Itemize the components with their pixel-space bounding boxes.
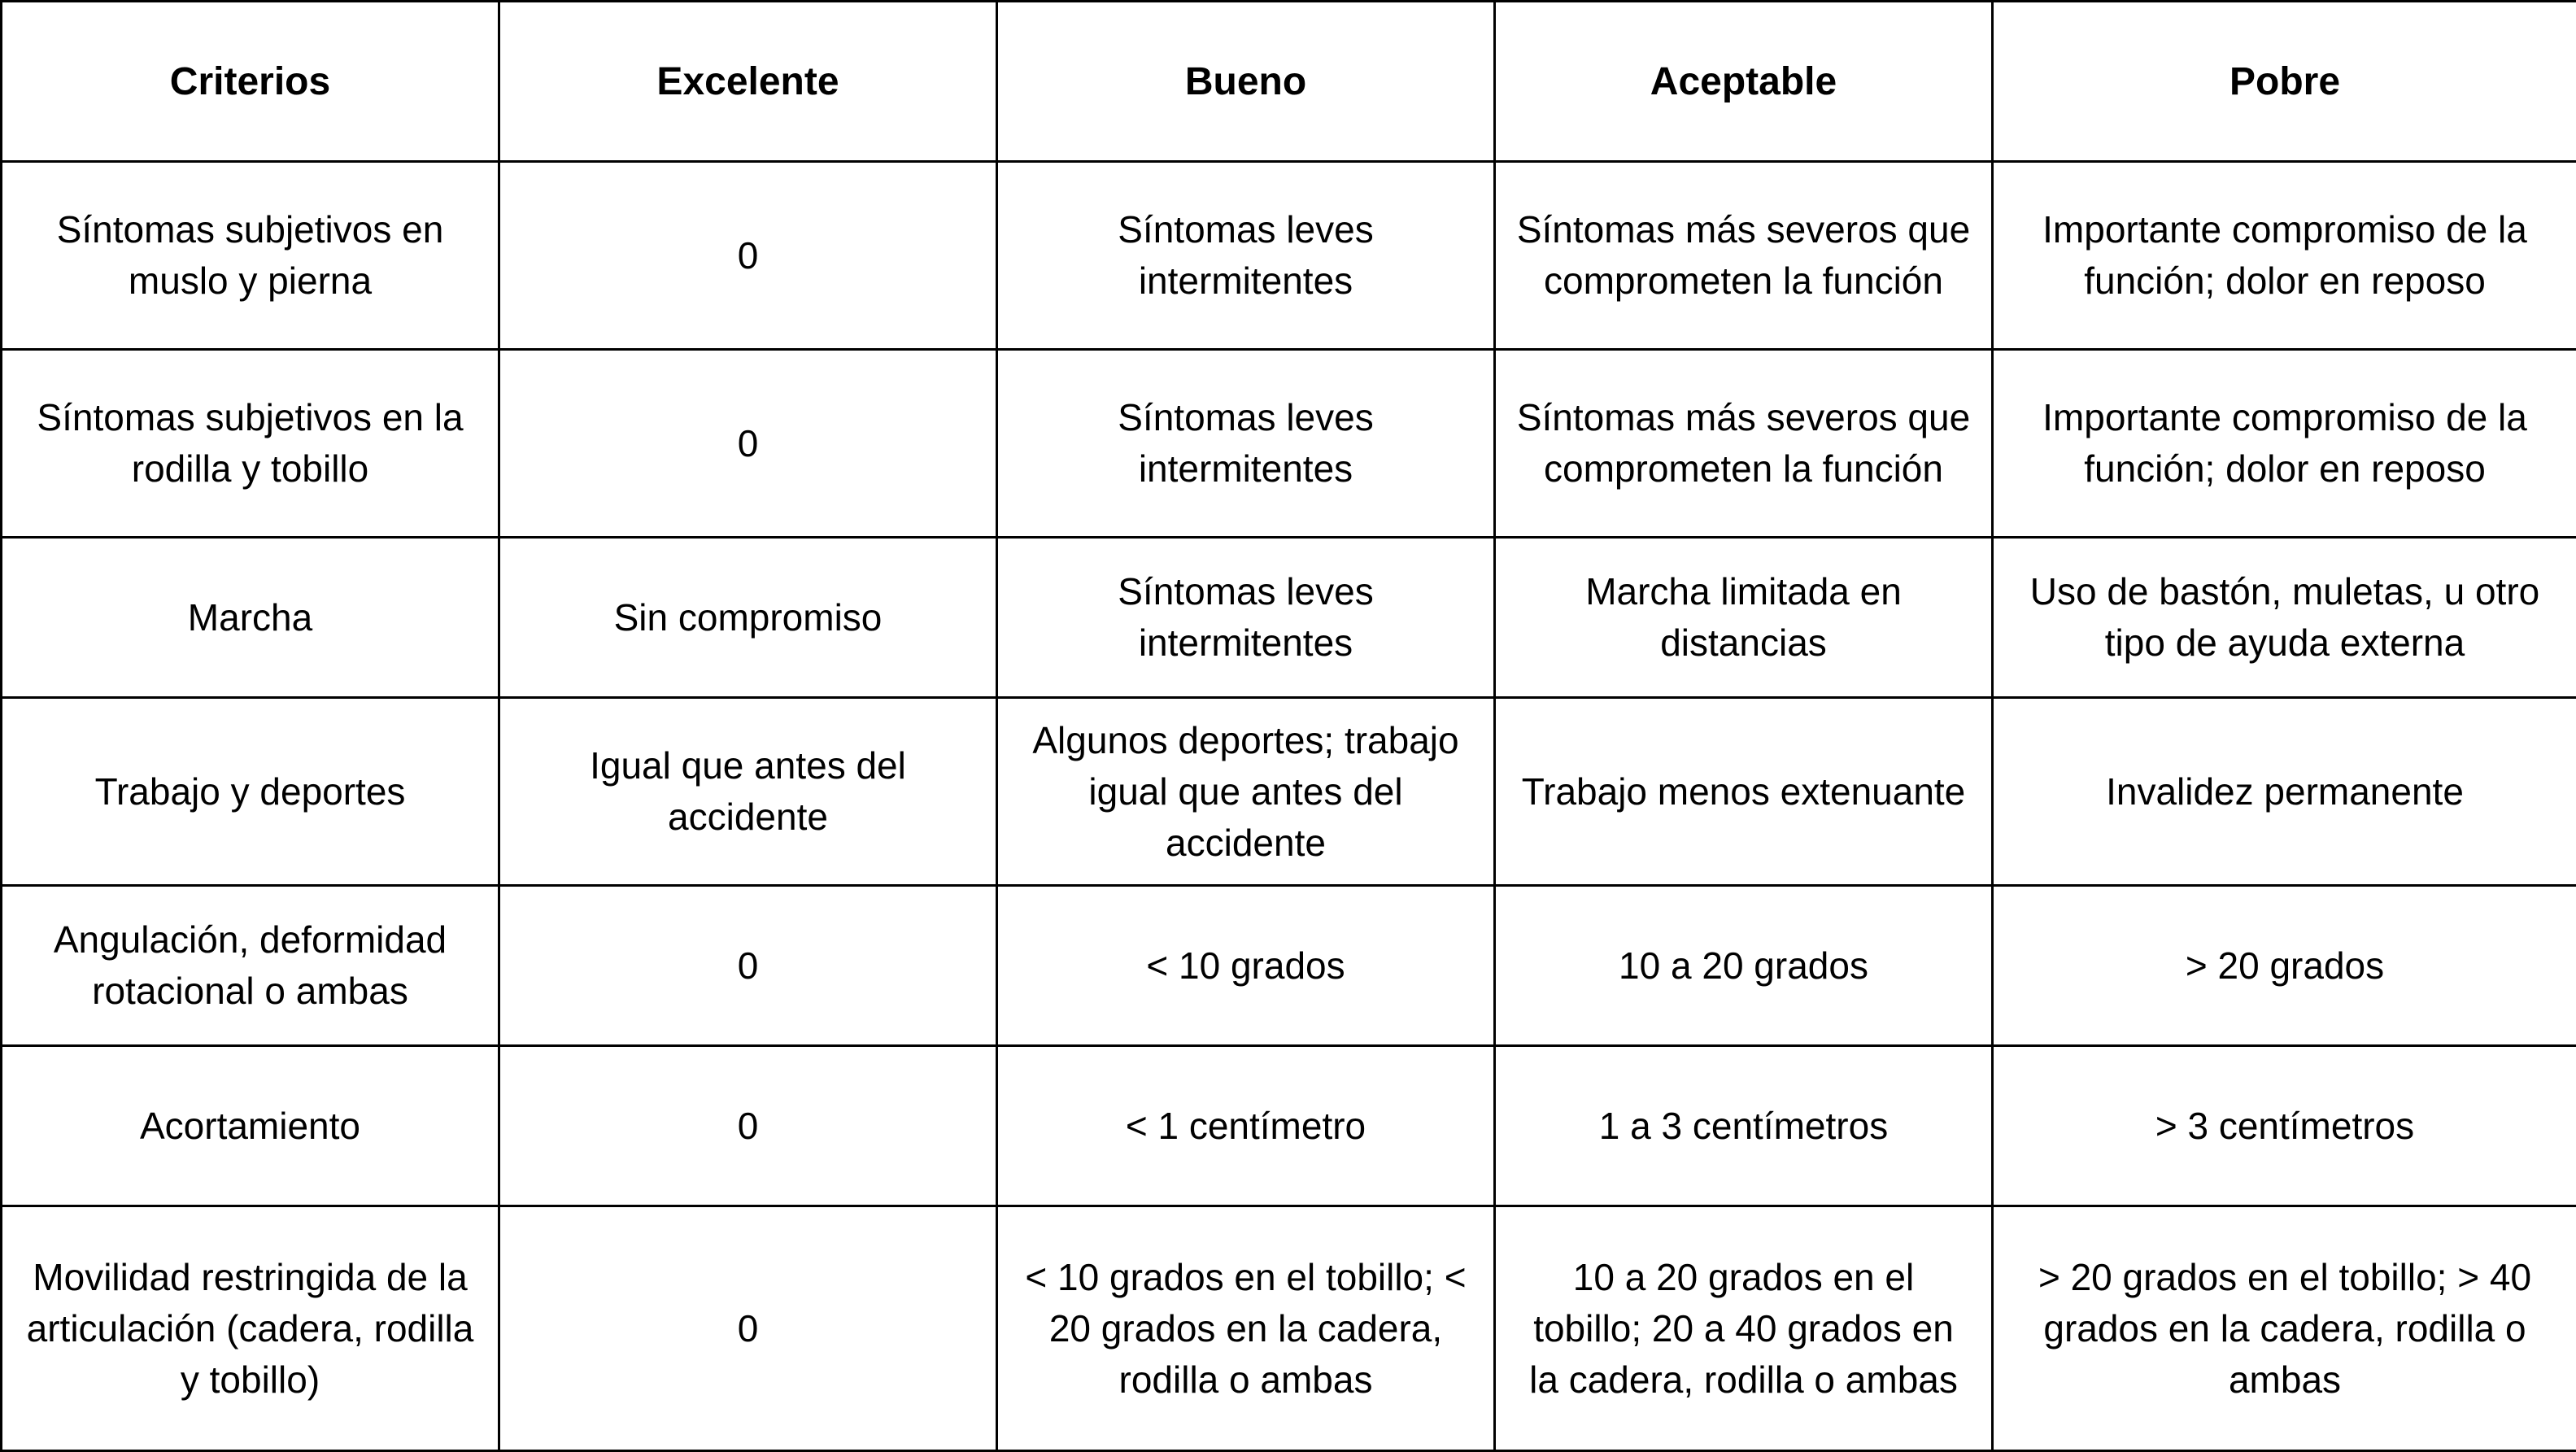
- cell-excelente: 0: [499, 886, 997, 1046]
- cell-bueno: < 10 grados en el tobillo; < 20 grados en la cadera, rodilla o ambas: [997, 1206, 1495, 1451]
- cell-criterio: Acortamiento: [2, 1046, 499, 1206]
- cell-aceptable: Trabajo menos extenuante: [1495, 698, 1993, 886]
- table-row: [2, 886, 2576, 1046]
- cell-criterio: Trabajo y deportes: [2, 698, 499, 886]
- cell-excelente: Sin compromiso: [499, 538, 997, 698]
- cell-bueno: Síntomas leves intermitentes: [997, 162, 1495, 350]
- cell-criterio: Síntomas subjetivos en muslo y pierna: [2, 162, 499, 350]
- table-header-row: [2, 2, 2576, 162]
- table-row: [2, 350, 2576, 538]
- table-row: [2, 698, 2576, 886]
- cell-bueno: Síntomas leves intermitentes: [997, 538, 1495, 698]
- cell-bueno: < 1 centímetro: [997, 1046, 1495, 1206]
- cell-pobre: > 20 grados: [1993, 886, 2576, 1046]
- cell-aceptable: 10 a 20 grados: [1495, 886, 1993, 1046]
- table-row: [2, 1046, 2576, 1206]
- cell-aceptable: 10 a 20 grados en el tobillo; 20 a 40 grados en la cadera, rodilla o ambas: [1495, 1206, 1993, 1451]
- cell-pobre: Importante compromiso de la función; dolor en reposo: [1993, 350, 2576, 538]
- table-row: [2, 1206, 2576, 1451]
- header-aceptable: Aceptable: [1495, 2, 1993, 162]
- cell-criterio: Movilidad restringida de la articulación (cadera, rodilla y tobillo): [2, 1206, 499, 1451]
- cell-excelente: 0: [499, 350, 997, 538]
- cell-criterio: Angulación, deformidad rotacional o ambas: [2, 886, 499, 1046]
- header-pobre: Pobre: [1993, 2, 2576, 162]
- cell-pobre: Invalidez permanente: [1993, 698, 2576, 886]
- cell-aceptable: 1 a 3 centímetros: [1495, 1046, 1993, 1206]
- cell-pobre: Importante compromiso de la función; dolor en reposo: [1993, 162, 2576, 350]
- cell-bueno: Síntomas leves intermitentes: [997, 350, 1495, 538]
- cell-excelente: 0: [499, 162, 997, 350]
- cell-pobre: > 20 grados en el tobillo; > 40 grados en la cadera, rodilla o ambas: [1993, 1206, 2576, 1451]
- cell-criterio: Marcha: [2, 538, 499, 698]
- cell-pobre: > 3 centímetros: [1993, 1046, 2576, 1206]
- cell-criterio: Síntomas subjetivos en la rodilla y tobillo: [2, 350, 499, 538]
- header-bueno: Bueno: [997, 2, 1495, 162]
- header-excelente: Excelente: [499, 2, 997, 162]
- cell-bueno: < 10 grados: [997, 886, 1495, 1046]
- cell-excelente: 0: [499, 1046, 997, 1206]
- table-row: [2, 162, 2576, 350]
- cell-bueno: Algunos deportes; trabajo igual que antes del accidente: [997, 698, 1495, 886]
- cell-excelente: Igual que antes del accidente: [499, 698, 997, 886]
- table-row: [2, 538, 2576, 698]
- cell-aceptable: Síntomas más severos que comprometen la función: [1495, 162, 1993, 350]
- cell-aceptable: Marcha limitada en distancias: [1495, 538, 1993, 698]
- header-criterios: Criterios: [2, 2, 499, 162]
- cell-pobre: Uso de bastón, muletas, u otro tipo de ayuda externa: [1993, 538, 2576, 698]
- cell-excelente: 0: [499, 1206, 997, 1451]
- cell-aceptable: Síntomas más severos que comprometen la función: [1495, 350, 1993, 538]
